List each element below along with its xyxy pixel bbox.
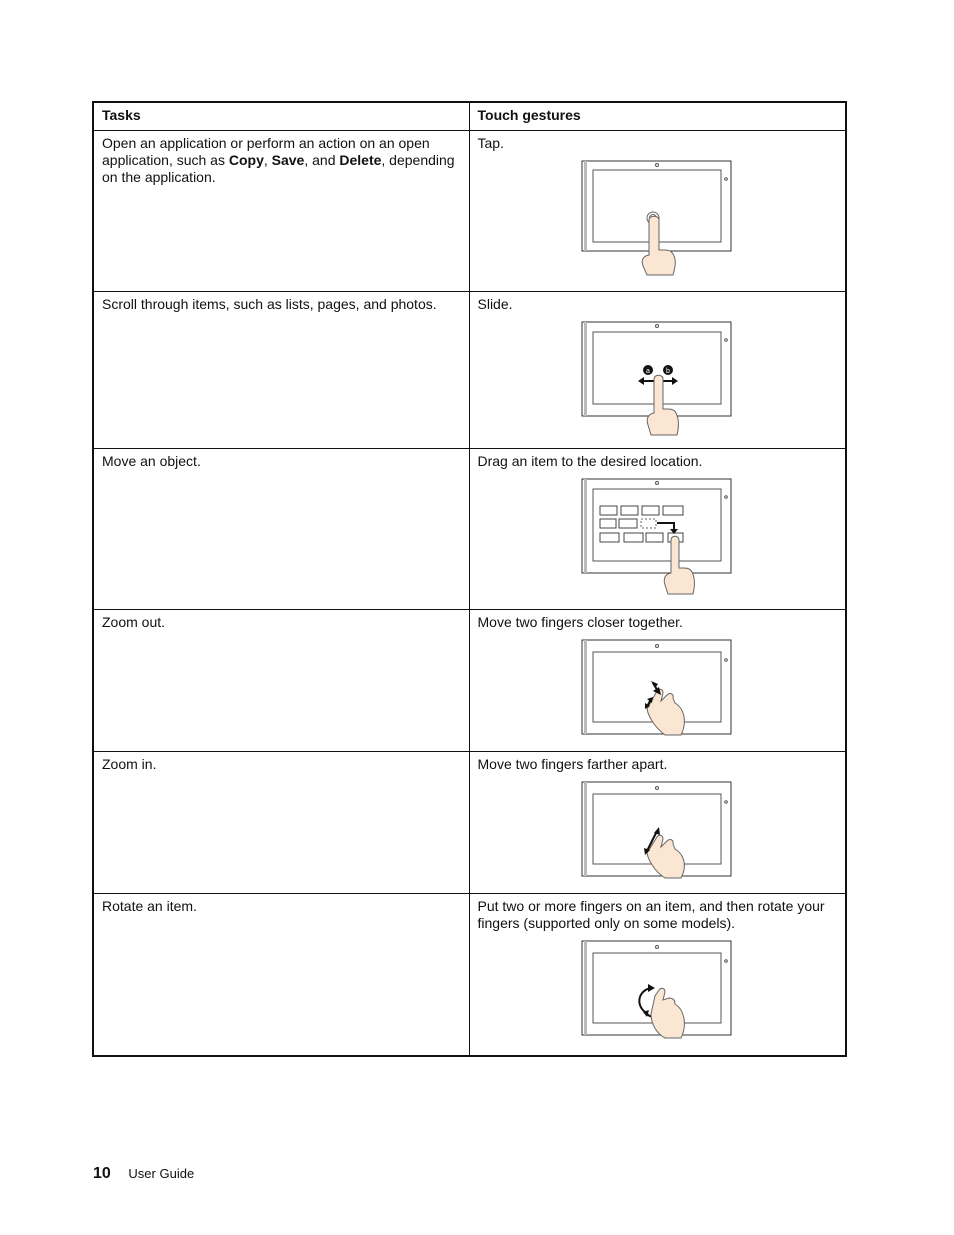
- task-text: Scroll through items, such as lists, pages, and photos.: [102, 296, 437, 312]
- table-header-row: [93, 102, 846, 131]
- column-header-tasks: Tasks: [93, 102, 469, 131]
- table-row: [93, 610, 846, 752]
- table-row: [93, 752, 846, 894]
- column-header-touch-gestures: Touch gestures: [469, 102, 846, 131]
- tap-illustration: [581, 160, 733, 278]
- task-text: Open an application or perform an action on an open application, such as Copy, Save, and Delete, depending on the application.: [102, 135, 455, 185]
- touch-gestures-table: [92, 101, 847, 1057]
- gesture-text: Tap.: [477, 135, 504, 151]
- document-title: User Guide: [128, 1166, 195, 1181]
- gesture-text: Slide.: [477, 296, 513, 312]
- drag-illustration: [581, 478, 733, 596]
- task-cell: [93, 752, 469, 894]
- gesture-text: Drag an item to the desired location.: [477, 453, 703, 469]
- pinch-in-illustration: [581, 639, 733, 737]
- gesture-cell: [469, 610, 846, 752]
- rotate-illustration: [581, 940, 733, 1040]
- task-text: Zoom out.: [102, 614, 166, 630]
- task-text: Rotate an item.: [102, 898, 197, 914]
- page-number: 10: [93, 1165, 111, 1182]
- gesture-cell: [469, 449, 846, 610]
- slide-illustration: [581, 321, 733, 439]
- gesture-cell: [469, 131, 846, 292]
- task-cell: [93, 131, 469, 292]
- gesture-cell: [469, 292, 846, 449]
- table-row: [93, 292, 846, 449]
- task-cell: [93, 292, 469, 449]
- gesture-text: Put two or more fingers on an item, and then rotate your fingers (supported only on some models).: [477, 898, 825, 931]
- table-row: [93, 449, 846, 610]
- marker-a-label: a: [646, 368, 651, 375]
- task-cell: [93, 449, 469, 610]
- pinch-out-illustration: [581, 781, 733, 879]
- gesture-text: Move two fingers closer together.: [477, 614, 683, 630]
- task-cell: [93, 894, 469, 1056]
- gesture-cell: [469, 752, 846, 894]
- marker-b-label: b: [666, 368, 671, 375]
- table-row: [93, 131, 846, 292]
- gesture-cell: [469, 894, 846, 1056]
- page-footer: [93, 1165, 194, 1183]
- gesture-text: Move two fingers farther apart.: [477, 756, 668, 772]
- task-text: Zoom in.: [102, 756, 157, 772]
- task-text: Move an object.: [102, 453, 201, 469]
- task-cell: [93, 610, 469, 752]
- table-row: [93, 894, 846, 1056]
